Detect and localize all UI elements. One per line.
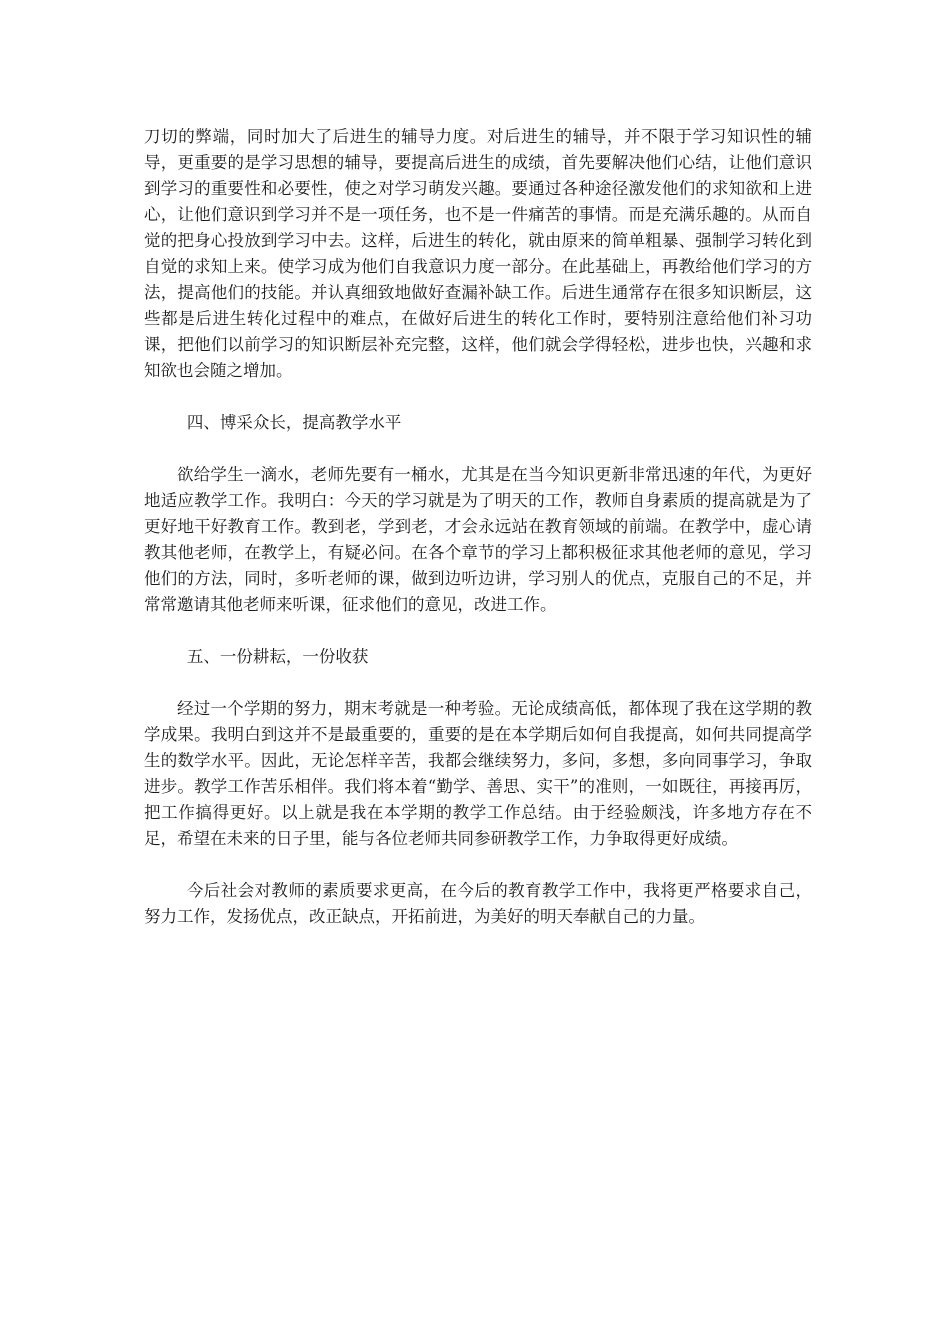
document-body (144, 124, 812, 930)
spacer (144, 436, 812, 462)
paragraph-section-4: 欲给学生一滴水，老师先要有一桶水，尤其是在当今知识更新非常迅速的年代，为更好地适应教学工作。我明白：今天的学习就是为了明天的工作，教师自身素质的提高就是为了更好地干好教育工作。教到老，学到老，才会永远站在教育领域的前端。在教学中，虚心请教其他老师，在教学上，有疑必问。在各个章节的学习上都积极征求其他老师的意见，学习他们的方法，同时，多听老师的课，做到边听边讲，学习别人的优点，克服自己的不足，并常常邀请其他老师来听课，征求他们的意见，改进工作。 (144, 465, 812, 614)
section-heading-4: 四、博采众长，提高教学水平 (186, 413, 402, 432)
paragraph-final: 今后社会对教师的素质要求更高，在今后的教育教学工作中，我将更严格要求自己，努力工作，发扬优点，改正缺点，开拓前进，为美好的明天奉献自己的力量。 (144, 881, 812, 926)
paragraph-continued: 刀切的弊端，同时加大了后进生的辅导力度。对后进生的辅导，并不限于学习知识性的辅导，更重要的是学习思想的辅导，要提高后进生的成绩，首先要解决他们心结，让他们意识到学习的重要性和必要性，使之对学习萌发兴趣。要通过各种途径激发他们的求知欲和上进心，让他们意识到学习并不是一项任务，也不是一件痛苦的事情。而是充满乐趣的。从而自觉的把身心投放到学习中去。这样，后进生的转化，就由原来的简单粗暴、强制学习转化到自觉的求知上来。使学习成为他们自我意识力度一部分。在此基础上，再教给他们学习的方法，提高他们的技能。并认真细致地做好查漏补缺工作。后进生通常存在很多知识断层，这些都是后进生转化过程中的难点，在做好后进生的转化工作时，要特别注意给他们补习功课，把他们以前学习的知识断层补充完整，这样，他们就会学得轻松，进步也快，兴趣和求知欲也会随之增加。 (144, 127, 812, 380)
spacer (144, 384, 812, 410)
spacer (144, 618, 812, 644)
spacer (144, 852, 812, 878)
spacer (144, 670, 812, 696)
paragraph-section-5: 经过一个学期的努力，期末考就是一种考验。无论成绩高低，都体现了我在这学期的教学成果。我明白到这并不是最重要的，重要的是在本学期后如何自我提高，如何共同提高学生的数学水平。因此，无论怎样辛苦，我都会继续努力，多问，多想，多向同事学习，争取进步。教学工作苦乐相伴。我们将本着“勤学、善思、实干”的准则，一如既往，再接再厉，把工作搞得更好。以上就是我在本学期的教学工作总结。由于经验颇浅，许多地方存在不足，希望在未来的日子里，能与各位老师共同参研教学工作，力争取得更好成绩。 (144, 699, 812, 848)
section-heading-5: 五、一份耕耘，一份收获 (186, 647, 369, 666)
